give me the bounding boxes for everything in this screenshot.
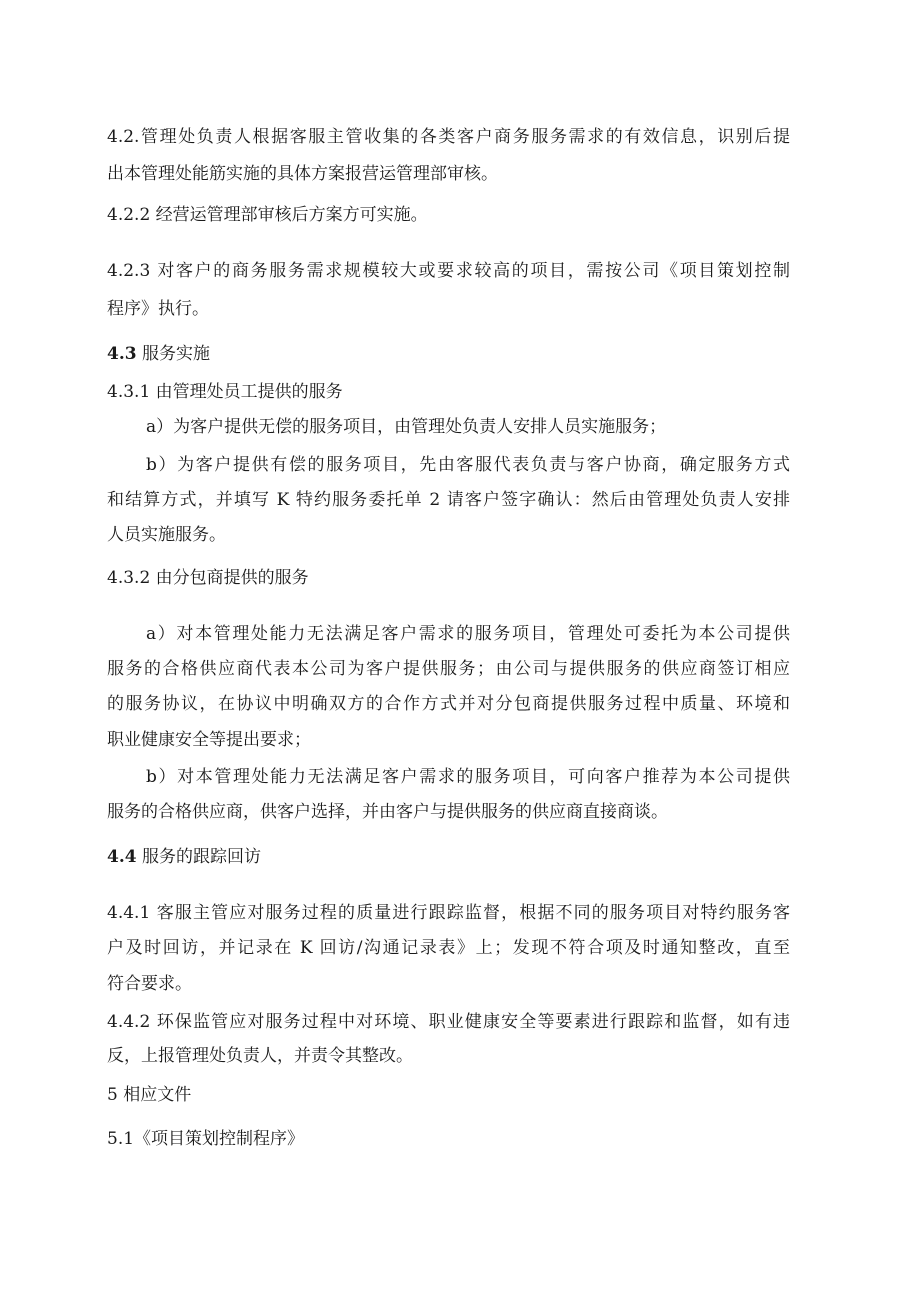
heading-5: 5 相应文件 [107, 1085, 192, 1105]
heading-4-4-text: 服务的跟踪回访 [136, 847, 261, 867]
para-4-3-1: 4.3.1 由管理处员工提供的服务 [107, 382, 343, 402]
para-4-2-1-line1: 4.2.管理处负责人根据客服主管收集的各类客户商务服务需求的有效信息，识别后提 [107, 127, 790, 147]
para-4-2-3-line2: 程序》执行。 [107, 299, 209, 319]
para-4-4-1-line3: 符合要求。 [107, 974, 192, 994]
para-4-2-1-line2: 出本管理处能筋实施的具体方案报营运管理部审核。 [107, 164, 498, 184]
para-4-3-2-a-line3: 的服务协议，在协议中明确双方的合作方式并对分包商提供服务过程中质量、环境和 [107, 694, 790, 714]
para-4-3-2-b-line2: 服务的合格供应商，供客户选择，并由客户与提供服务的供应商直接商谈。 [107, 802, 668, 822]
para-4-3-2-a-line1: a）对本管理处能力无法满足客户需求的服务项目，管理处可委托为本公司提供 [146, 624, 790, 644]
para-4-4-1-line1: 4.4.1 客服主管应对服务过程的质量进行跟踪监督，根据不同的服务项目对特约服务客 [107, 903, 790, 923]
heading-4-3-number: 4.3 [107, 344, 137, 364]
para-4-4-2-line1: 4.4.2 环保监管应对服务过程中对环境、职业健康安全等要素进行跟踪和监督，如有违 [107, 1012, 790, 1032]
heading-4-3-text: 服务实施 [136, 344, 210, 364]
para-4-2-2: 4.2.2 经营运管理部审核后方案方可实施。 [107, 205, 428, 225]
para-4-3-2-a-line4: 职业健康安全等提出要求； [107, 730, 311, 750]
para-4-2-3-line1: 4.2.3 对客户的商务服务需求规模较大或要求较高的项目，需按公司《项目策划控制 [107, 261, 790, 281]
heading-4-4 [107, 845, 261, 869]
para-4-3-1-b-line1: b）为客户提供有偿的服务项目，先由客服代表负责与客户协商，确定服务方式 [146, 455, 790, 475]
para-4-3-2-b-line1: b）对本管理处能力无法满足客户需求的服务项目，可向客户推荐为本公司提供 [146, 767, 790, 787]
heading-4-4-number: 4.4 [107, 847, 137, 867]
para-4-3-2: 4.3.2 由分包商提供的服务 [107, 568, 309, 588]
para-4-3-2-a-line2: 服务的合格供应商代表本公司为客户提供服务；由公司与提供服务的供应商签订相应 [107, 659, 790, 679]
para-4-3-1-a: a）为客户提供无偿的服务项目，由管理处负责人安排人员实施服务； [146, 417, 667, 437]
para-4-4-2-line2: 反，上报管理处负责人，并责令其整改。 [107, 1046, 413, 1066]
para-4-3-1-b-line3: 人员实施服务。 [107, 525, 226, 545]
para-4-3-1-b-line2: 和结算方式，并填写 K 特约服务委托单 2 请客户签字确认：然后由管理处负责人安排 [107, 490, 790, 510]
heading-4-3 [107, 342, 210, 366]
para-5-1: 5.1《项目策划控制程序》 [107, 1129, 305, 1149]
para-4-4-1-line2: 户及时回访，并记录在 K 回访/沟通记录表》上；发现不符合项及时通知整改，直至 [107, 938, 790, 958]
